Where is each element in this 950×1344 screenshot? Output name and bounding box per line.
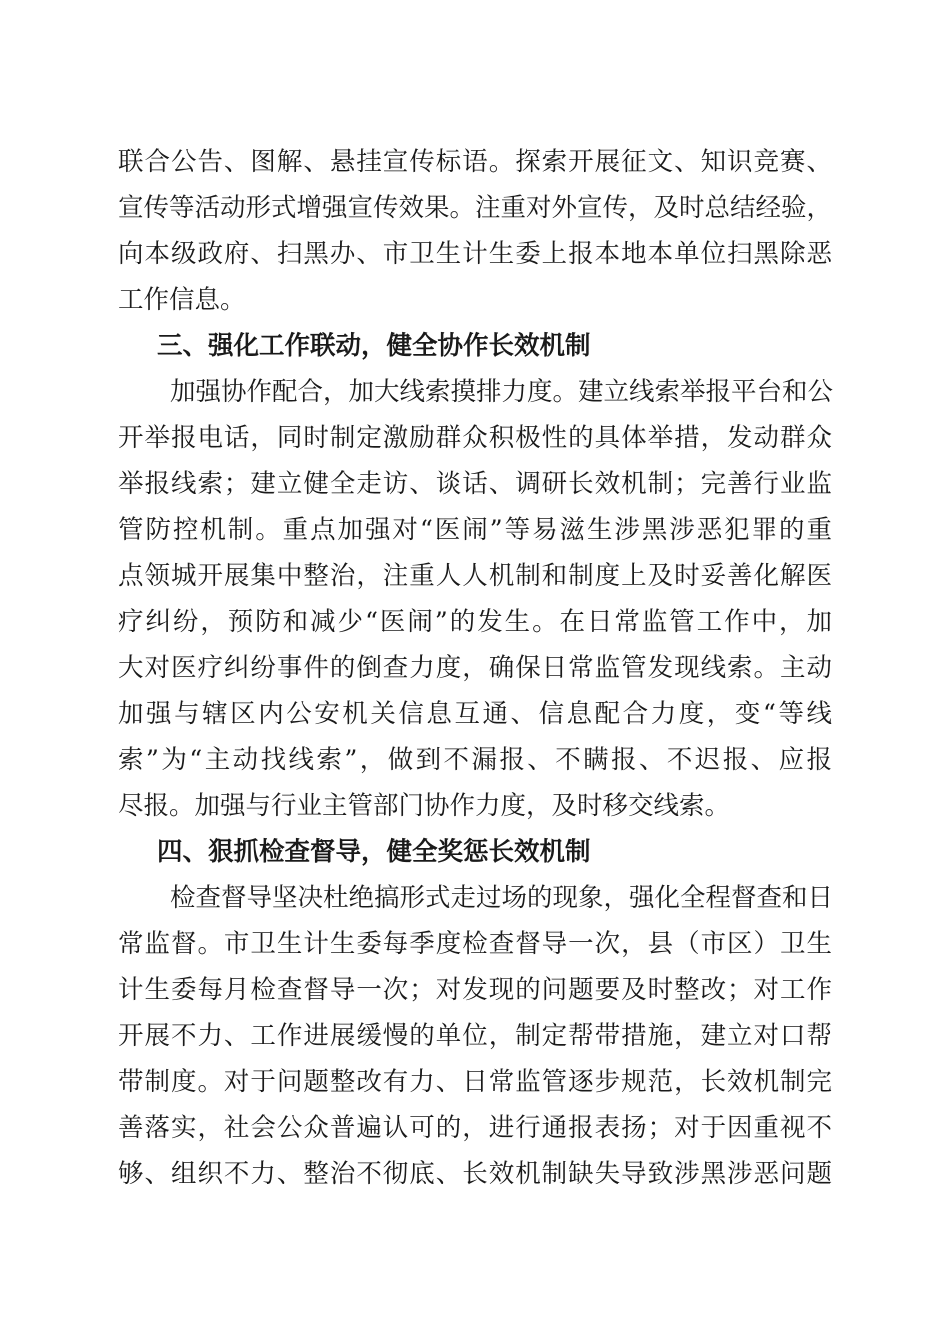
body-text-line: 大对医疗纠纷事件的倒查力度，确保日常监管发现线索。主动 [118,653,832,683]
section-heading-3: 三、强化工作联动，健全协作长效机制 [157,331,591,361]
body-text-line: 开举报电话，同时制定激励群众积极性的具体举措，发动群众 [118,423,832,453]
body-text-line: 善落实，社会公众普遍认可的，进行通报表扬；对于因重视不 [118,1113,832,1143]
body-text-line: 向本级政府、扫黑办、市卫生计生委上报本地本单位扫黑除恶 [118,239,832,269]
body-text-line: 工作信息。 [118,285,246,315]
body-text-line: 尽报。加强与行业主管部门协作力度，及时移交线索。 [118,791,731,821]
body-text-line: 够、组织不力、整治不彻底、长效机制缺失导致涉黑涉恶问题 [118,1159,832,1189]
body-text-line: 索”为“主动找线索”，做到不漏报、不瞒报、不迟报、应报 [118,745,832,775]
body-text-line: 宣传等活动形式增强宣传效果。注重对外宣传，及时总结经验， [118,193,833,223]
body-text-line: 带制度。对于问题整改有力、日常监管逐步规范，长效机制完 [118,1067,832,1097]
body-text-line: 管防控机制。重点加强对“医闹”等易滋生涉黑涉恶犯罪的重 [118,515,832,545]
body-text-line: 检查督导坚决杜绝搞形式走过场的现象，强化全程督查和日 [170,883,834,913]
body-text-line: 点领城开展集中整治，注重人人机制和制度上及时妥善化解医 [118,561,832,591]
section-heading-4: 四、狠抓检查督导，健全奖惩长效机制 [157,837,591,867]
body-text-line: 联合公告、图解、悬挂宣传标语。探索开展征文、知识竞赛、 [118,147,832,177]
body-text-line: 疗纠纷，预防和减少“医闹”的发生。在日常监管工作中，加 [118,607,832,637]
body-text-line: 计生委每月检查督导一次；对发现的问题要及时整改；对工作 [118,975,832,1005]
body-text-line: 开展不力、工作进展缓慢的单位，制定帮带措施，建立对口帮 [118,1021,832,1051]
body-text-line: 举报线索；建立健全走访、谈话、调研长效机制；完善行业监 [118,469,832,499]
body-text-line: 加强与辖区内公安机关信息互通、信息配合力度，变“等线 [118,699,832,729]
body-text-line: 常监督。市卫生计生委每季度检查督导一次，县（市区）卫生 [118,929,832,959]
body-text-line: 加强协作配合，加大线索摸排力度。建立线索举报平台和公 [170,377,834,407]
